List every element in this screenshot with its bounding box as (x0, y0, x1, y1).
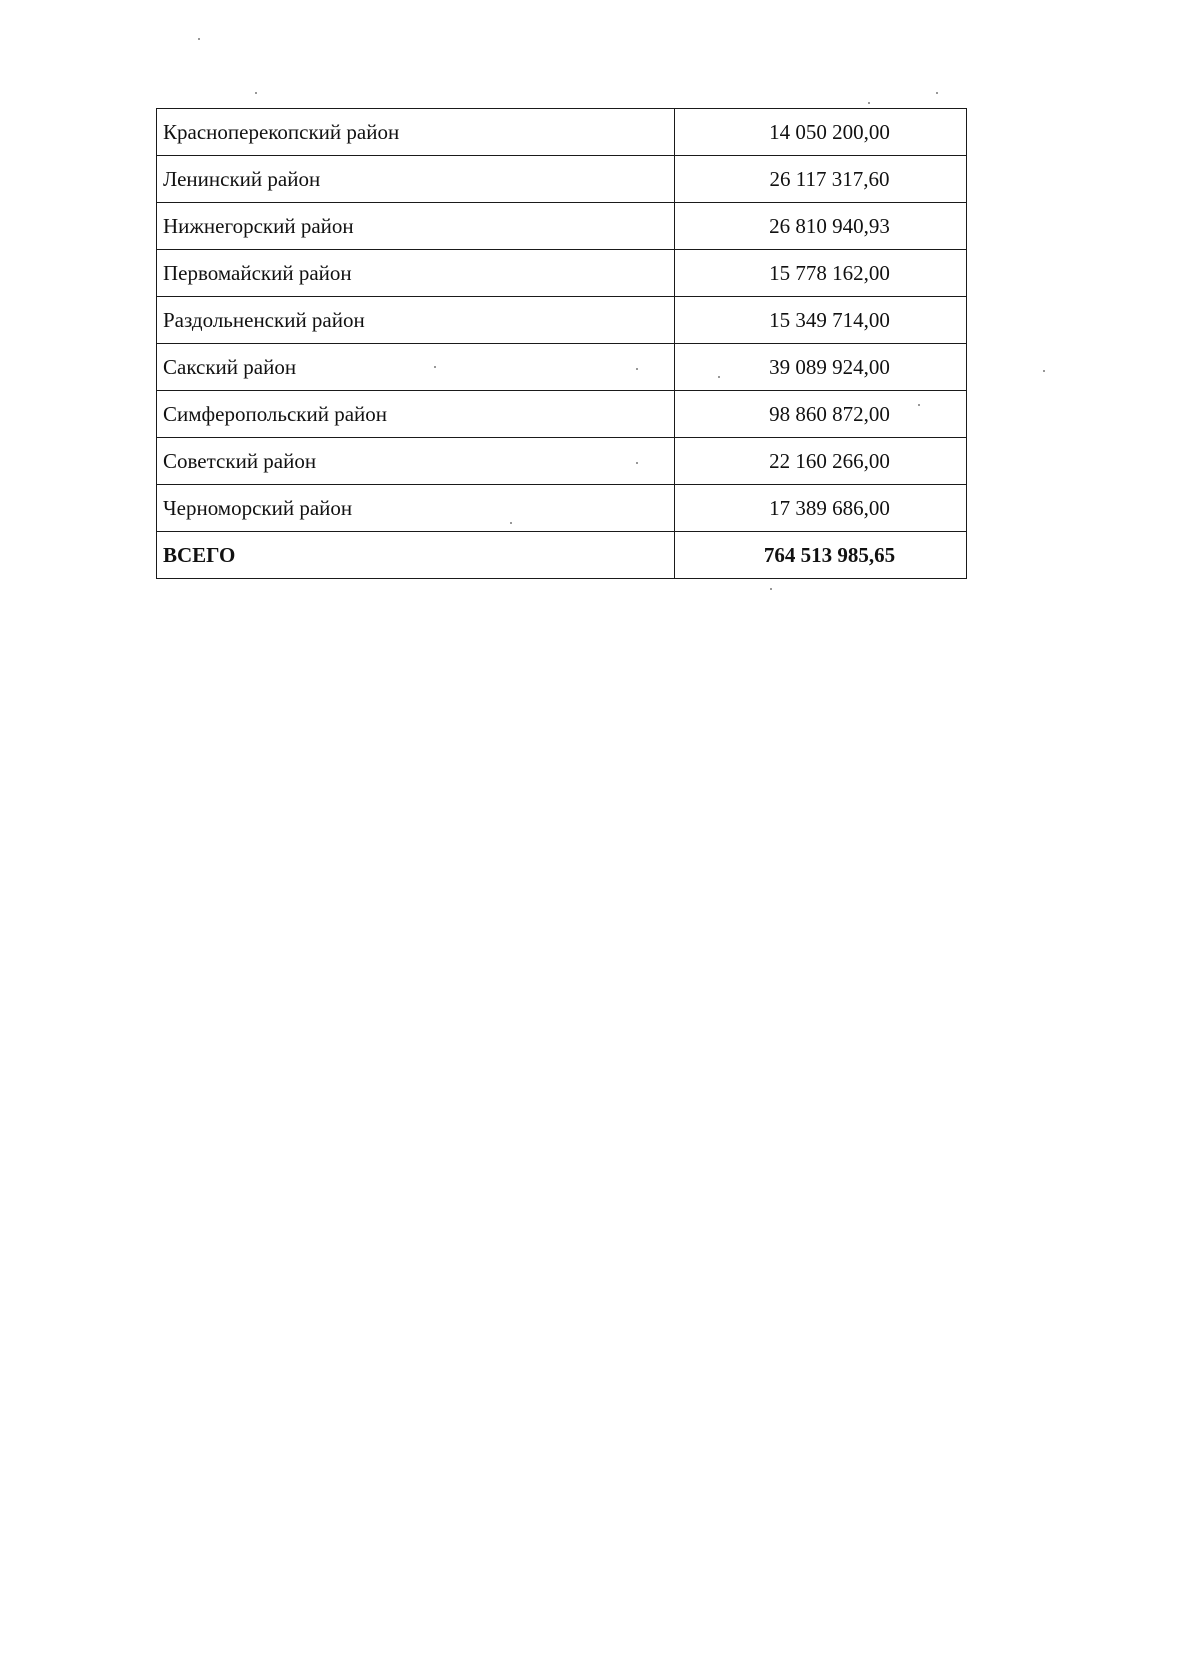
district-amount: 39 089 924,00 (675, 344, 967, 391)
district-amount: 26 117 317,60 (675, 156, 967, 203)
total-amount: 764 513 985,65 (675, 532, 967, 579)
district-budget-table (156, 108, 967, 579)
table-row (157, 485, 967, 532)
district-amount: 26 810 940,93 (675, 203, 967, 250)
district-amount: 98 860 872,00 (675, 391, 967, 438)
scan-speck (1043, 370, 1045, 372)
district-name: Красноперекопский район (157, 109, 675, 156)
district-name: Раздольненский район (157, 297, 675, 344)
table-row (157, 297, 967, 344)
district-amount: 15 778 162,00 (675, 250, 967, 297)
table-row (157, 156, 967, 203)
scan-speck (868, 102, 870, 104)
total-label: ВСЕГО (157, 532, 675, 579)
scan-speck (198, 38, 200, 40)
total-row (157, 532, 967, 579)
district-name: Ленинский район (157, 156, 675, 203)
table-row (157, 203, 967, 250)
district-amount: 15 349 714,00 (675, 297, 967, 344)
table-row (157, 344, 967, 391)
scan-speck (936, 92, 938, 94)
scan-speck (770, 588, 772, 590)
table-row (157, 438, 967, 485)
district-name: Сакский район (157, 344, 675, 391)
district-name: Первомайский район (157, 250, 675, 297)
district-name: Симферопольский район (157, 391, 675, 438)
district-name: Нижнегорский район (157, 203, 675, 250)
district-name: Советский район (157, 438, 675, 485)
district-amount: 14 050 200,00 (675, 109, 967, 156)
district-name: Черноморский район (157, 485, 675, 532)
table-row (157, 250, 967, 297)
district-amount: 17 389 686,00 (675, 485, 967, 532)
table-row (157, 391, 967, 438)
scan-speck (255, 92, 257, 94)
table-row (157, 109, 967, 156)
district-amount: 22 160 266,00 (675, 438, 967, 485)
